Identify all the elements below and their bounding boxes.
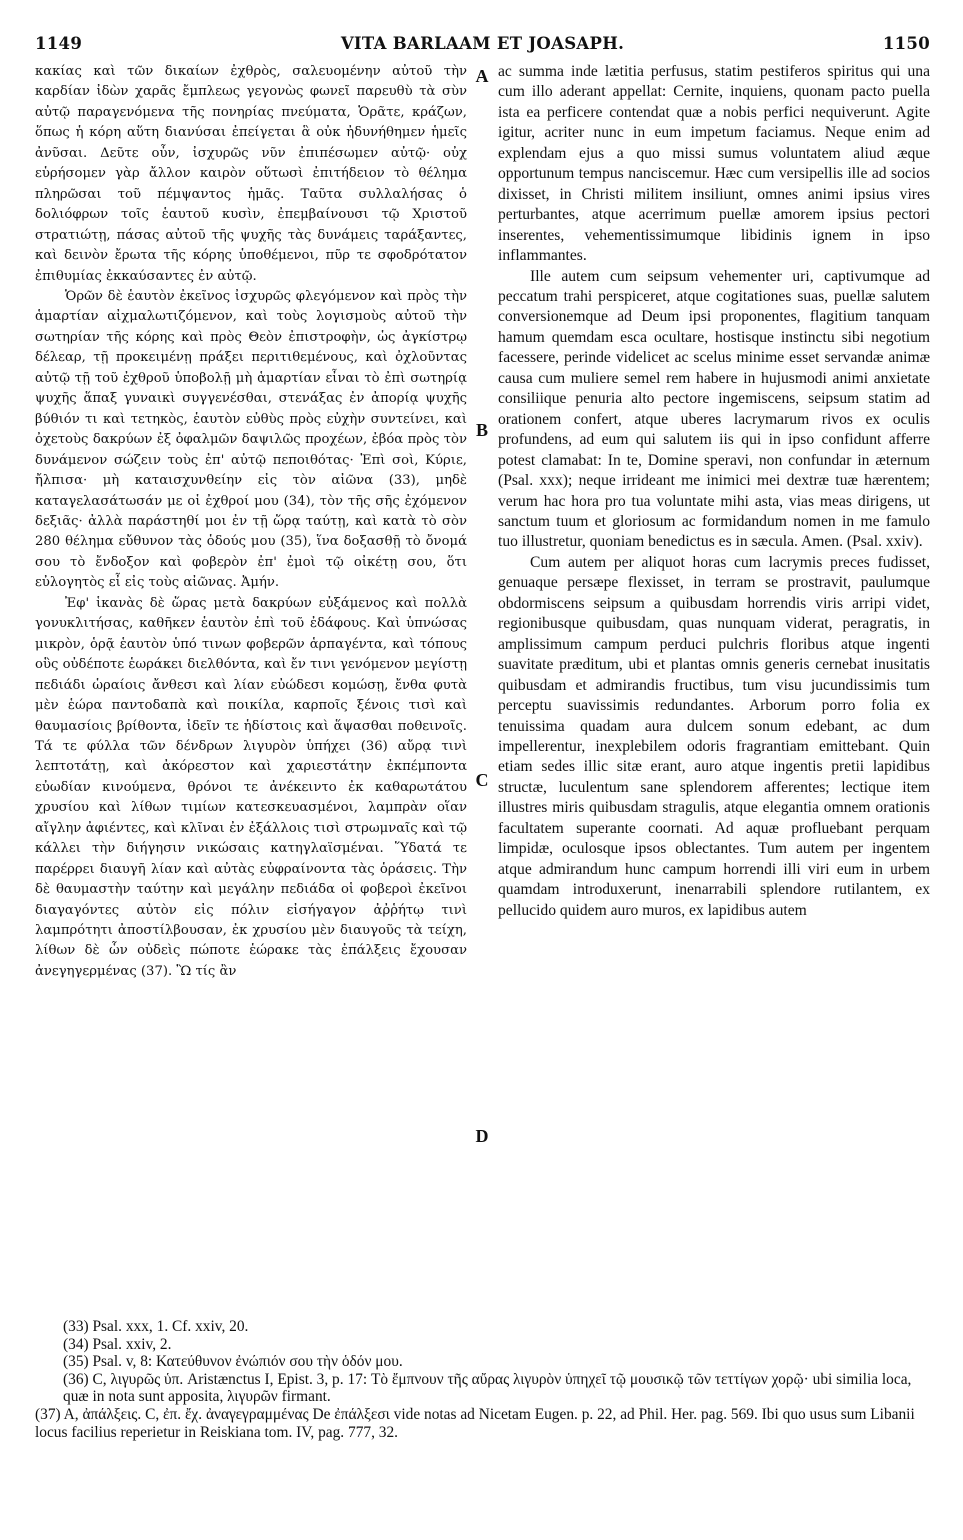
- latin-paragraph-3: Cum autem per aliquot horas cum lacrymis preces fudisset, genuaque persæpe flexisset, in terram se prostravit, paulumque obdormiscens seipsum a quibusdam horrendis viris arripi videt, regionibusque quibusdam, quas nunquam viderat, peragratis, in amplissimum campum perduci pulchris floribus atque ingenti suavitate præditum, ubi et plantas omnis generis cernebat inusitatis quibusdam et admirandis fructibus, tum visu jucundissimis tum perceptu suavissimis redundantes. Arborum porro folia ex tenuissima quadam aura dulcem sonum edebant, ac dum impellerentur, inexplebilem odoris fragrantiam emittebant. Quin etiam sedes illic sitæ erant, auro atque ingentis pretii lapidibus structæ, luculentum sane splendorem afferentes; lectique item illustres miris quibusdam stragulis, atque elegantia omnem orationis facultatem superante coornati. Ad aquæ profluebant perquam limpidæ, oculosque ipsos oblectantes. Tum autem per ingentem atque admirandum hunc campum horrendi illi viri eum in urbem quamdam introduxerunt, inenarrabili splendore rutilantem, ex pellucido quidem auro muros, ex lapidibus autem: [498, 553, 930, 919]
- greek-paragraph-3: Ἐφ' ἱκανὰς δὲ ὥρας μετὰ δακρύων εὐξάμενος καὶ πολλὰ γονυκλιτήσας, καθῆκεν ἑαυτὸν ἐπὶ τοῦ ἐδάφους. Καὶ ὑπνώσας μικρὸν, ὁρᾷ ἑαυτὸν ὑπό τινων φοβερῶν ἁρπαγέντα, καὶ τόπους οὓς οὐδέποτε ἑωράκει διελθόντα, καὶ ἔν τινι γενόμενον μεγίστῃ πεδιάδι ὡραίοις ἄνθεσι καὶ λίαν εὐώδεσι κομώσῃ, ἔνθα φυτὰ μὲν ἑώρα παντοδαπὰ καὶ ποικίλα, καρποῖς ξένοις τισὶ καὶ θαυμασίοις βρίθοντα, ἰδεῖν τε ἡδίστοις καὶ ἅψασθαι ποθεινοῖς. Τά τε φύλλα τῶν δένδρων λιγυρὸν ὑπήχει (36) αὔρᾳ τινὶ λεπτοτάτῃ, καὶ ἀκόρεστον καὶ χαριεστάτην ἐκπέμποντα εὐωδίαν κινούμενα, θρόνοι τε ἀνέκειντο ἐκ καθαρωτάτου χρυσίου καὶ λίθων τιμίων κατεσκευασμένοι, λαμπρὰν οἵαν αἴγλην ἀφιέντες, καὶ κλῖναι ἐν ἐξάλλοις τισὶ στρωμναῖς καὶ τῷ κάλλει τὴν διήγησιν νικώσαις κατηγλαϊσμέναι. Ὕδατά τε παρέρρει διαυγῆ λίαν καὶ αὐτὰς εὐφραίνοντα τὰς ὁράσεις. Τὴν δὲ θαυμαστὴν ταύτην καὶ μεγάλην πεδιάδα οἱ φοβεροὶ ἐκεῖνοι διαγαγόντες αὐτὸν εἰς πόλιν εἰσήγαγον ἀῤῥήτῳ τινὶ λαμπρότητι ἀποστίλβουσαν, ἐκ χρυσίου μὲν διαυγοῦς τὰ τείχη, λίθων δὲ ὧν οὐδεὶς πώποτε ἑώρακε τὰς ἐπάλξεις ἔχουσαν ἀνεγηγερμένας (37). Ὢ τίς ἂν: [35, 595, 467, 979]
- footnote-33: (33) Psal. xxx, 1. Cf. xxiv, 20.: [63, 1318, 249, 1335]
- running-header: [35, 34, 930, 58]
- footnote-37: (37) A, ἀπάλξεις. C, ἐπ. ἔχ. ἀναγεγραμμένας De ἐπάλξεσι vide notas ad Nicetam Eugen. p. 22, ad Phil. Her. pag. 569. Ibi quo usus sum Libanii locus facilius reperietur in Reiskiana tom. IV, pag. 777, 32.: [35, 1405, 915, 1441]
- page-number-right: 1150: [882, 34, 930, 53]
- latin-column: [498, 62, 930, 1318]
- greek-paragraph-1: κακίας καὶ τῶν δικαίων ἐχθρὸς, σαλευομένην αὐτοῦ τὴν καρδίαν ἰδὼν χαρᾶς ἔμπλεως γεγονὼς φωνεῖ παρευθὺ τὰ σὺν αὐτῷ παραγενόμενα τῆς πονηρίας πνεύματα, Ὁρᾶτε, κράζων, ὅπως ἡ κόρη αὕτη διανύσαι ἐπείγεται ἃ οὐκ ἠδυνήθημεν ἡμεῖς ἀνῦσαι. Δεῦτε οὖν, ἰσχυρῶς νῦν ἐπιπέσωμεν αὐτῷ· οὐχ εὑρήσομεν γὰρ ἄλλον καιρὸν οὕτωσὶ ἐπιτήδειον τὸ θέλημα πληρῶσαι τοῦ πέμψαντος ἡμᾶς. Ταῦτα συλλαλήσας ὁ δολιόφρων τοῖς ἑαυτοῦ κυσὶν, ἐπεμβαίνουσι τῷ Χριστοῦ στρατιώτῃ, πάσας αὐτοῦ τῆς ψυχῆς τὰς δυνάμεις ταράξαντες, καὶ δεινὸν ἔρωτα τῆς κόρης ὑποθέμενοι, πῦρ τε σφοδρότατον ἐπιθυμίας ἐκκαύσαντες ἐν αὐτῷ.: [35, 64, 467, 284]
- section-marker-d: D: [475, 1126, 489, 1146]
- section-marker-b: B: [475, 420, 488, 440]
- greek-paragraph-2: Ὁρῶν δὲ ἑαυτὸν ἐκεῖνος ἰσχυρῶς φλεγόμενον καὶ πρὸς τὴν ἁμαρτίαν αἰχμαλωτιζόμενον, καὶ τοὺς λογισμοὺς αὐτοῦ τὴν σωτηρίαν τῆς κόρης καὶ πρὸς Θεὸν ἐπιστροφὴν, ὡς ἀγκίστρῳ δέλεαρ, τῇ προκειμένῃ πράξει περιτιθεμένους, καὶ ὀχλοῦντας αὐτῷ τῇ τοῦ ἐχθροῦ ὑποβολῇ μὴ ἁμαρτίαν εἶναι τὸ ἐπὶ σωτηρίᾳ ψυχῆς ἅπαξ γυναικὶ συγγενέσθαι, στενάξας ἐν ἀπορίᾳ ψυχῆς βύθιόν τι καὶ τετηκὸς, ἑαυτὸν εὐθὺς πρὸς εὐχὴν συντείνει, καὶ ὀχετοὺς δακρύων ἐξ ὀφαλμῶν δαψιλῶς προχέων, ἐβόα πρὸς τὸν δυνάμενον σώζειν τοὺς ἐπ' αὐτῷ πεποιθότας· Ἐπὶ σοὶ, Κύριε, ἤλπισα· μὴ καταισχυνθείην εἰς τὸν αἰῶνα (33), μηδὲ καταγελασάτωσάν με οἱ ἐχθροί μου (34), τὸν τῆς σῆς ἐχόμενον δεξιᾶς· ἀλλὰ παράστηθί μοι ἐν τῇ ὥρᾳ ταύτῃ, καὶ κατὰ τὸ σὸν 280 θέλημα εὔθυνον τὰς ὁδούς μου (35), ἵνα δοξασθῇ τὸ ὄνομά σου τὸ ἔνδοξον καὶ φοβερὸν ἐπ' ἐμοὶ τῷ οἰκέτῃ σου, ὅτι εὐλογητὸς εἶ εἰς τοὺς αἰῶνας. Ἀμήν.: [35, 288, 467, 591]
- footnote-36: (36) C, λιγυρῶς ὑπ. Aristænctus I, Epist. 3, p. 17: Τὸ ἔμπνουν τῆς αὔρας λιγυρὸν ὑπηχεῖ τῷ μουσικῷ τῶν τεττίγων χορῷ· ubi similia loca, quæ in nota sunt apposita, λιγυρῶν firmant.: [63, 1370, 912, 1406]
- section-marker-a: A: [475, 66, 489, 86]
- footnotes: [35, 1318, 930, 1441]
- latin-paragraph-2: Ille autem cum seipsum vehementer uri, captivumque ad peccatum trahi perspiceret, atque cogitationes suas, puellæ salutem conversionemque ad Deum ipsi proponentes, flagitium tanquam hamum quemdam esca ocultare, hostisque instinctu sibi negotium facessere, perinde videlicet ac scelus minime esset servandæ animæ causa cum muliere semel rem habere in hujusmodi animi anxietate consiliique penuria alto pectore ingemiscens, seipsum statim ad orationem confert, atque uberes lacrymarum rivos ex oculis profundens, ad eum qui salutem iis qui in ipso confidunt afferre potest clamabat: In te, Domine speravi, non confundar in æternum (Psal. xxx); neque irrideant me inimici mei dextræ tuæ hærentem; verum hac hora pro tua voluntate mihi asta, vias meas dirigens, ut sanctum tuum et gloriosum ac formidandum nomen in me famulo tuo illustretur, quoniam benedictus es in sæcula. Amen. (Psal. xxiv).: [498, 267, 930, 551]
- page-number-left: 1149: [35, 34, 83, 53]
- footnote-35: (35) Psal. v, 8: Κατεύθυνον ἐνώπιόν σου τὴν ὁδόν μου.: [63, 1353, 403, 1371]
- section-marker-c: C: [475, 770, 489, 790]
- footnote-34: (34) Psal. xxiv, 2.: [63, 1335, 172, 1353]
- running-title: VITA BARLAAM ET JOASAPH.: [340, 34, 625, 53]
- latin-paragraph-1: ac summa inde lætitia perfusus, statim pestiferos spiritus qui una cum illo aderant appellat: Cernite, inquiens, quonam pacto puella ista ea perficere contendat quæ a nobis perfici nequiverunt. Agite igitur, acriter nunc in eum impetum faciamus. Neque enim ad explendam ejus a quo missi sumus voluntatem aliud æque opportunum tempus nanciscemur. Hæc cum versipellis ille ad socios dixisset, in Christi militem insiliunt, omnes animi ipsius vires perturbantes, atque acerrimum puellæ amorem ipsius pectori inserentes, vehementissimumque libidinis ignem in ipso inflammantes.: [498, 63, 930, 265]
- greek-column: [35, 62, 467, 1318]
